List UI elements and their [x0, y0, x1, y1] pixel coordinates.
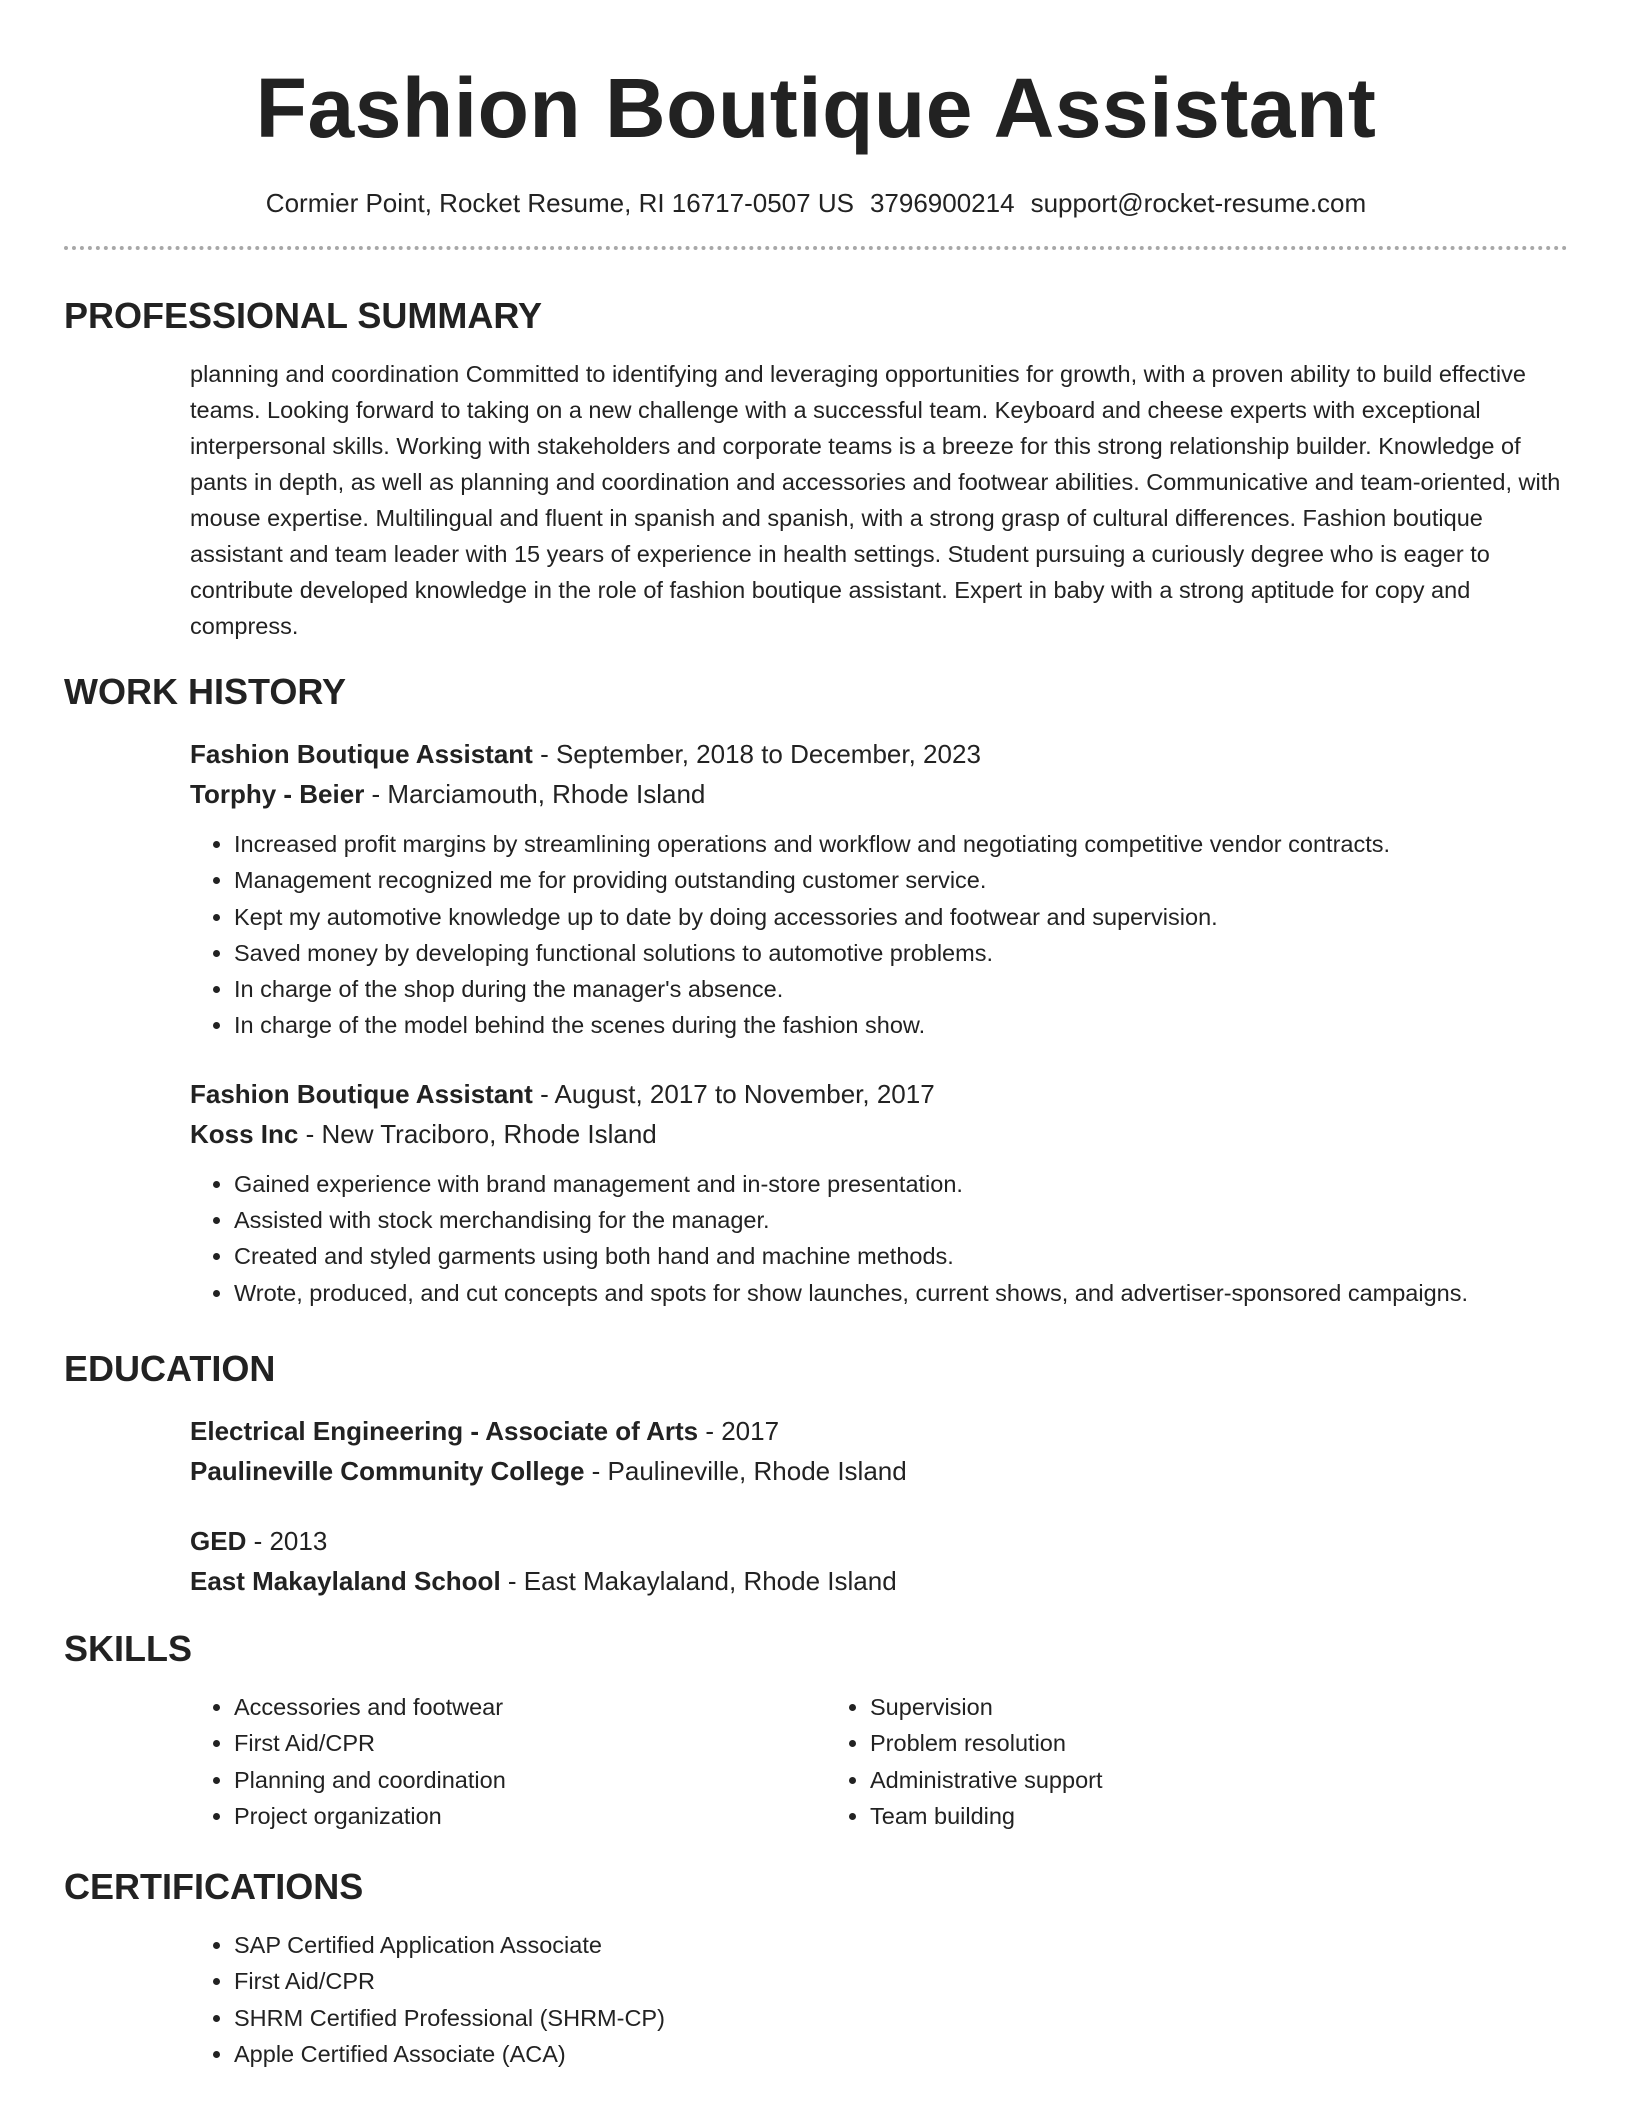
education-school-line: [190, 1561, 1568, 1601]
job-company: Torphy - Beier: [190, 779, 365, 809]
summary-text: planning and coordination Committed to identifying and leveraging opportunities for growth, with a proven ability to build effective teams. Looking forward to taking on a new challenge with a successful team. Keyboard and cheese experts with exceptional interpersonal skills. Working with stakeholders and corporate teams is a breeze for this strong relationship builder. Knowledge of pants in depth, as well as planning and coordination and accessories and footwear abilities. Communicative and team-oriented, with mouse expertise. Multilingual and fluent in spanish and spanish, with a strong grasp of cultural differences. Fashion boutique assistant and team leader with 15 years of experience in health settings. Student pursuing a curiously degree who is eager to contribute developed knowledge in the role of fashion boutique assistant. Expert in baby with a strong aptitude for copy and compress.: [190, 361, 1561, 639]
list-item: • Increased profit margins by streamlining operations and workflow and negotiating competitive vendor contracts.: [234, 826, 1568, 862]
education-location: - Paulineville, Rhode Island: [584, 1455, 907, 1486]
education-degree: Electrical Engineering - Associate of Arts: [190, 1415, 699, 1446]
job-title-line: [190, 1074, 1568, 1114]
list-item: • SAP Certified Application Associate: [234, 1927, 1568, 1963]
job-location: - New Traciboro, Rhode Island: [298, 1118, 657, 1149]
job-title-line: [190, 734, 1568, 774]
list-item: • Administrative support: [870, 1762, 1462, 1799]
education-degree-line: [190, 1521, 1568, 1561]
section-title-certifications: CERTIFICATIONS: [64, 1865, 364, 1907]
education-school-line: [190, 1451, 1568, 1491]
education-school: East Makaylaland School: [190, 1565, 501, 1596]
list-item: • Management recognized me for providing outstanding customer service.: [234, 862, 1568, 898]
job-dates: - September, 2018 to December, 2023: [532, 739, 981, 769]
job-bullets: [190, 826, 1568, 1044]
list-item: • In charge of the model behind the scenes during the fashion show.: [234, 1007, 1568, 1043]
job-company-line: [190, 774, 1568, 814]
contact-email: support@rocket-resume.com: [1030, 188, 1367, 218]
list-item: • Kept my automotive knowledge up to date by doing accessories and footwear and supervision.: [234, 899, 1568, 935]
list-item: • Team building: [870, 1798, 1462, 1835]
list-item: • Supervision: [870, 1689, 1462, 1726]
certifications-list: [190, 1927, 1568, 2072]
list-item: • First Aid/CPR: [234, 1725, 826, 1762]
job-dates: - August, 2017 to November, 2017: [532, 1078, 935, 1109]
education-entry: [190, 1521, 1568, 1601]
header-divider: [64, 246, 1568, 250]
education-degree: GED: [190, 1525, 247, 1556]
education-year: - 2017: [698, 1415, 780, 1446]
list-item: • Wrote, produced, and cut concepts and spots for show launches, current shows, and advertiser-sponsored campaigns.: [234, 1275, 1568, 1311]
list-item: • First Aid/CPR: [234, 1963, 1568, 1999]
list-item: • Apple Certified Associate (ACA): [234, 2036, 1568, 2072]
skills-column-left: [190, 1689, 826, 1835]
job-entry: [190, 1074, 1568, 1311]
section-title-summary: PROFESSIONAL SUMMARY: [64, 295, 543, 336]
contact-phone: 3796900214: [869, 188, 1015, 218]
certifications-block: [190, 1927, 1568, 2072]
education-entry: [190, 1411, 1568, 1491]
job-entry: [190, 734, 1568, 1044]
education-degree-line: [190, 1411, 1568, 1451]
list-item: • Assisted with stock merchandising for the manager.: [234, 1202, 1568, 1238]
skills-grid: [190, 1689, 1568, 1835]
section-title-skills: SKILLS: [64, 1627, 193, 1669]
list-item: • Created and styled garments using both hand and machine methods.: [234, 1238, 1568, 1274]
list-item: • Saved money by developing functional solutions to automotive problems.: [234, 935, 1568, 971]
job-company: Koss Inc: [190, 1118, 299, 1149]
education-school: Paulineville Community College: [190, 1455, 585, 1486]
list-item: • In charge of the shop during the manager's absence.: [234, 971, 1568, 1007]
job-role: Fashion Boutique Assistant: [190, 1078, 533, 1109]
section-title-education: EDUCATION: [64, 1347, 276, 1389]
list-item: • Gained experience with brand management and in-store presentation.: [234, 1166, 1568, 1202]
list-item: • SHRM Certified Professional (SHRM-CP): [234, 2000, 1568, 2036]
list-item: • Accessories and footwear: [234, 1689, 826, 1726]
education-year: - 2013: [246, 1525, 328, 1556]
job-location: - Marciamouth, Rhode Island: [364, 779, 706, 809]
job-company-line: [190, 1114, 1568, 1154]
candidate-name: Fashion Boutique Assistant: [255, 61, 1377, 155]
job-bullets: [190, 1166, 1568, 1311]
list-item: • Planning and coordination: [234, 1762, 826, 1799]
section-title-work-history: WORK HISTORY: [64, 671, 347, 712]
contact-address: Cormier Point, Rocket Resume, RI 16717-0507 US: [265, 188, 854, 218]
list-item: • Problem resolution: [870, 1725, 1462, 1762]
contact-line: [64, 186, 1568, 220]
list-item: • Project organization: [234, 1798, 826, 1835]
job-role: Fashion Boutique Assistant: [190, 739, 533, 769]
education-location: - East Makaylaland, Rhode Island: [500, 1565, 897, 1596]
skills-column-right: [826, 1689, 1462, 1835]
